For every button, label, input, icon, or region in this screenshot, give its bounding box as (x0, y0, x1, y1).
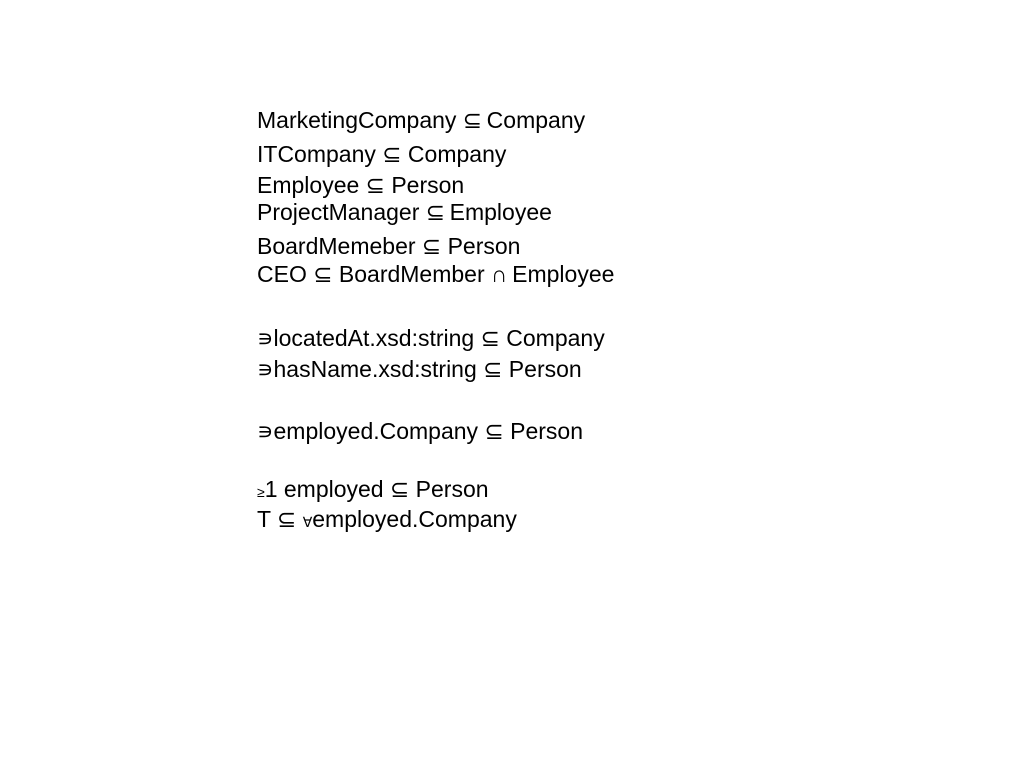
axiom-ceo-subclass: CEO ⊆ BoardMember ∩ Employee (257, 261, 615, 287)
min-cardinality-text: 1 employed ⊆ Person (264, 476, 489, 502)
min-cardinality-symbol: ≥ (257, 484, 265, 500)
axiom-hasname-domain: ∍hasName.xsd:string ⊆ Person (257, 356, 582, 382)
axiom-projectmanager-subclass: ProjectManager ⊆ Employee (257, 199, 552, 225)
axiom-employed-domain: ∍employed.Company ⊆ Person (257, 418, 583, 444)
axiom-min-cardinality-employed (257, 476, 489, 505)
axiom-marketingcompany-subclass: MarketingCompany ⊆ Company (257, 107, 586, 133)
forall-symbol: ∀ (302, 514, 313, 530)
axiom-boardmember-subclass: BoardMemeber ⊆ Person (257, 233, 521, 259)
top-subclass-text: T ⊆ (257, 506, 303, 532)
axiom-employee-subclass: Employee ⊆ Person (257, 172, 465, 198)
range-text: employed.Company (312, 506, 517, 532)
axiom-locatedat-domain: ∍locatedAt.xsd:string ⊆ Company (257, 325, 605, 351)
axiom-employed-range (257, 506, 517, 535)
axiom-itcompany-subclass: ITCompany ⊆ Company (257, 141, 507, 167)
